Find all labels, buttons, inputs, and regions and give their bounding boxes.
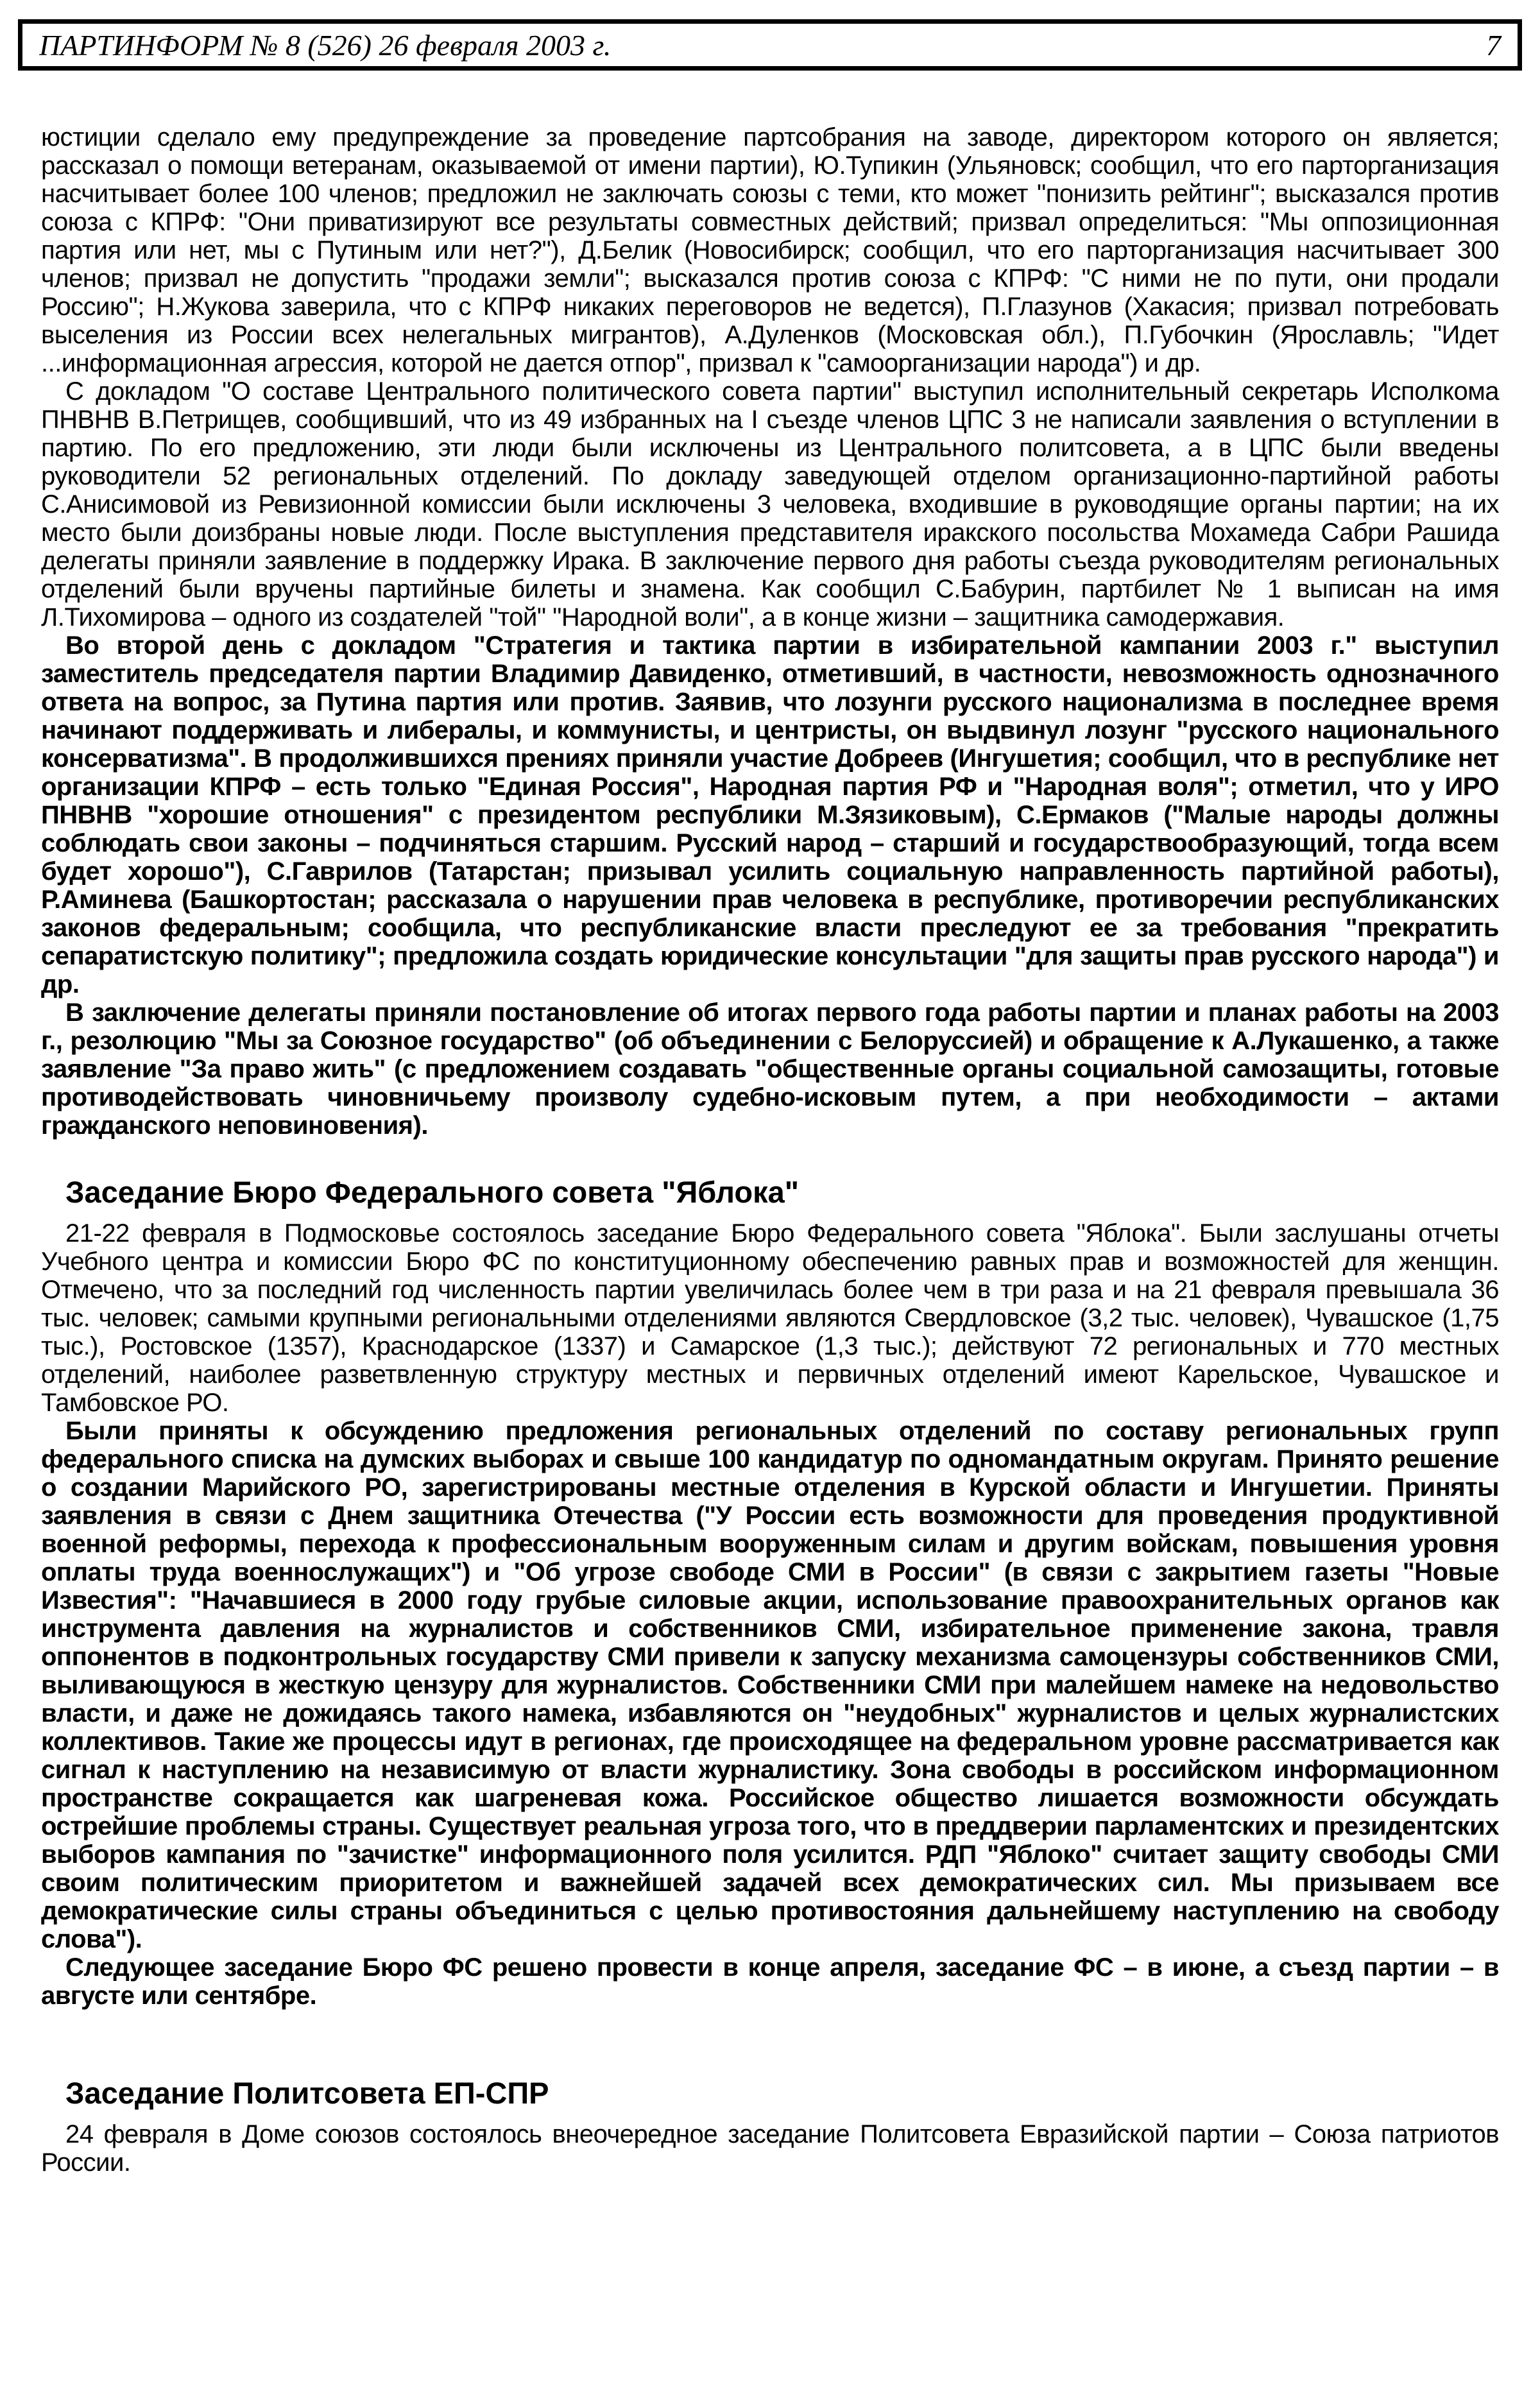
page-header <box>18 19 1522 71</box>
article-body <box>41 123 1499 2177</box>
paragraph-ep-spr-1: 24 февраля в Доме союзов состоялось внеочередное заседание Политсовета Евразийской партии – Союза патриотов России. <box>41 2120 1499 2177</box>
paragraph-yabloko-2: Были приняты к обсуждению предложения региональных отделений по составу региональных групп федерального списка на думских выборах и свыше 100 кандидатур по одномандатным округам. Принято решение о создании Марийского РО, зарегистрированы местные отделения в Курской области и Ингушетии. Приняты заявления в связи с Днем защитника Отечества ("У России есть возможности для проведения продуктивной военной реформы, перехода к профессиональным вооруженным силам и другим войскам, повышения уровня оплаты труда военнослужащих") и "Об угрозе свободе СМИ в России" (в связи с закрытием газеты "Новые Известия": "Начавшиеся в 2000 году грубые силовые акции, использование правоохранительных органов как инструмента давления на журналистов и собственников СМИ, избирательное применение закона, травля оппонентов в подконтрольных государству СМИ привели к запуску механизма самоцензуры собственников СМИ, выливающуюся в жесткую цензуру для журналистов. Собственники СМИ при малейшем намеке на недовольство власти, и даже не дожидаясь такого намека, избавляются он "неудобных" журналистов и целых журналистских коллективов. Такие же процессы идут в регионах, где происходящее на федеральном уровне рассматривается как сигнал к наступлению на независимую от власти журналистику. Зона свободы в российском информационном пространстве сокращается как шагреневая кожа. Российское общество лишается возможности обсуждать острейшие проблемы страны. Существует реальная угроза того, что в преддверии парламентских и президентских выборов кампания по "зачистке" информационного поля усилится. РДП "Яблоко" считает защиту свободы СМИ своим политическим приоритетом и важнейшей задачей всех демократических сил. Мы призываем все демократические силы страны объединиться с целью противостояния дальнейшему наступлению на свободу слова"). <box>41 1417 1499 1953</box>
newsletter-title: ПАРТИНФОРМ № 8 (526) 26 февраля 2003 г. <box>39 28 612 62</box>
paragraph-continuation-3: Во второй день с докладом "Стратегия и тактика партии в избирательной кампании 2003 г." выступил заместитель председателя партии Владимир Давиденко, отметивший, в частности, невозможность однозначного ответа на вопрос, за Путина партия или против. Заявив, что лозунги русского национализма в последнее время начинают поддерживать и либералы, и коммунисты, и центристы, он выдвинул лозунг "русского национального консерватизма". В продолжившихся прениях приняли участие Добреев (Ингушетия; сообщил, что в республике нет организации КПРФ – есть только "Единая Россия", Народная партия РФ и "Народная воля"; отметил, что у ИРО ПНВНВ "хорошие отношения" с президентом республики М.Зязиковым), С.Ермаков ("Малые народы должны соблюдать свои законы – подчиняться старшим. Русский народ – старший и государствообразующий, тогда всем будет хорошо"), С.Гаврилов (Татарстан; призывал усилить социальную направленность партийной работы), Р.Аминева (Башкортостан; рассказала о нарушении прав человека в республике, противоречии республиканских законов федеральным; сообщила, что республиканские власти преследуют ее за требования "прекратить сепаратистскую политику"; предложила создать юридические консультации "для защиты прав русского народа") и др. <box>41 631 1499 998</box>
paragraph-continuation-4: В заключение делегаты приняли постановление об итогах первого года работы партии и планах работы на 2003 г., резолюцию "Мы за Союзное государство" (об объединении с Белоруссией) и обращение к А.Лукашенко, а также заявление "За право жить" (с предложением создавать "общественные органы социальной самозащиты, готовые противодействовать чиновничьему произволу судебно-исковым путем, а при необходимости – актами гражданского неповиновения). <box>41 998 1499 1140</box>
section-heading-yabloko-bureau: Заседание Бюро Федерального совета "Яблока" <box>65 1175 800 1209</box>
paragraph-continuation-1: юстиции сделало ему предупреждение за проведение партсобрания на заводе, директором которого он является; рассказал о помощи ветеранам, оказываемой от имени партии), Ю.Тупикин (Ульяновск; сообщил, что его парторганизация насчитывает более 100 членов; предложил не заключать союзы с теми, кто может "понизить рейтинг"; высказался против союза с КПРФ: "Они приватизируют все результаты совместных действий; призвал определиться: "Мы оппозиционная партия или нет, мы с Путиным или нет?"), Д.Белик (Новосибирск; сообщил, что его парторганизация насчитывает 300 членов; призвал не допустить "продажи земли"; высказался против союза с КПРФ: "С ними не по пути, они продали Россию"; Н.Жукова заверила, что с КПРФ никаких переговоров не ведется), П.Глазунов (Хакасия; призвал потребовать выселения из России всех нелегальных мигрантов), А.Дуленков (Московская обл.), П.Губочкин (Ярославль; "Идет ...информационная агрессия, которой не дается отпор", призвал к "самоорганизации народа") и др. <box>41 123 1499 377</box>
page-number: 7 <box>1486 28 1501 62</box>
paragraph-yabloko-3: Следующее заседание Бюро ФС решено провести в конце апреля, заседание ФС – в июне, а съезд партии – в августе или сентябре. <box>41 1953 1499 2010</box>
paragraph-continuation-2: С докладом "О составе Центрального политического совета партии" выступил исполнительный секретарь Исполкома ПНВНВ В.Петрищев, сообщивший, что из 49 избранных на I съезде членов ЦПС 3 не написали заявления о вступлении в партию. По его предложению, эти люди были исключены из Центрального политсовета, а в ЦПС были введены руководители 52 региональных отделений. По докладу заведующей отделом организационно-партийной работы С.Анисимовой из Ревизионной комиссии были исключены 3 человека, входившие в руководящие органы партии; на их место были доизбраны новые люди. После выступления представителя иракского посольства Мохамеда Сабри Рашида делегаты приняли заявление в поддержку Ирака. В заключение первого дня работы съезда руководителям региональных отделений были вручены партийные билеты и знамена. Как сообщил С.Бабурин, партбилет № 1 выписан на имя Л.Тихомирова – одного из создателей "той" "Народной воли", а в конце жизни – защитника самодержавия. <box>41 377 1499 631</box>
section-heading-ep-spr: Заседание Политсовета ЕП-СПР <box>65 2076 549 2110</box>
paragraph-yabloko-1: 21-22 февраля в Подмосковье состоялось заседание Бюро Федерального совета "Яблока". Были заслушаны отчеты Учебного центра и комиссии Бюро ФС по конституционному обеспечению равных прав и возможностей для женщин. Отмечено, что за последний год численность партии увеличилась более чем в три раза и на 21 февраля превышала 36 тыс. человек; самыми крупными региональными отделениями являются Свердловское (3,2 тыс. человек), Чувашское (1,75 тыс.), Ростовское (1357), Краснодарское (1337) и Самарское (1,3 тыс.); действуют 72 региональных и 770 местных отделений, наиболее разветвленную структуру местных и первичных отделений имеют Карельское, Чувашское и Тамбовское РО. <box>41 1219 1499 1417</box>
